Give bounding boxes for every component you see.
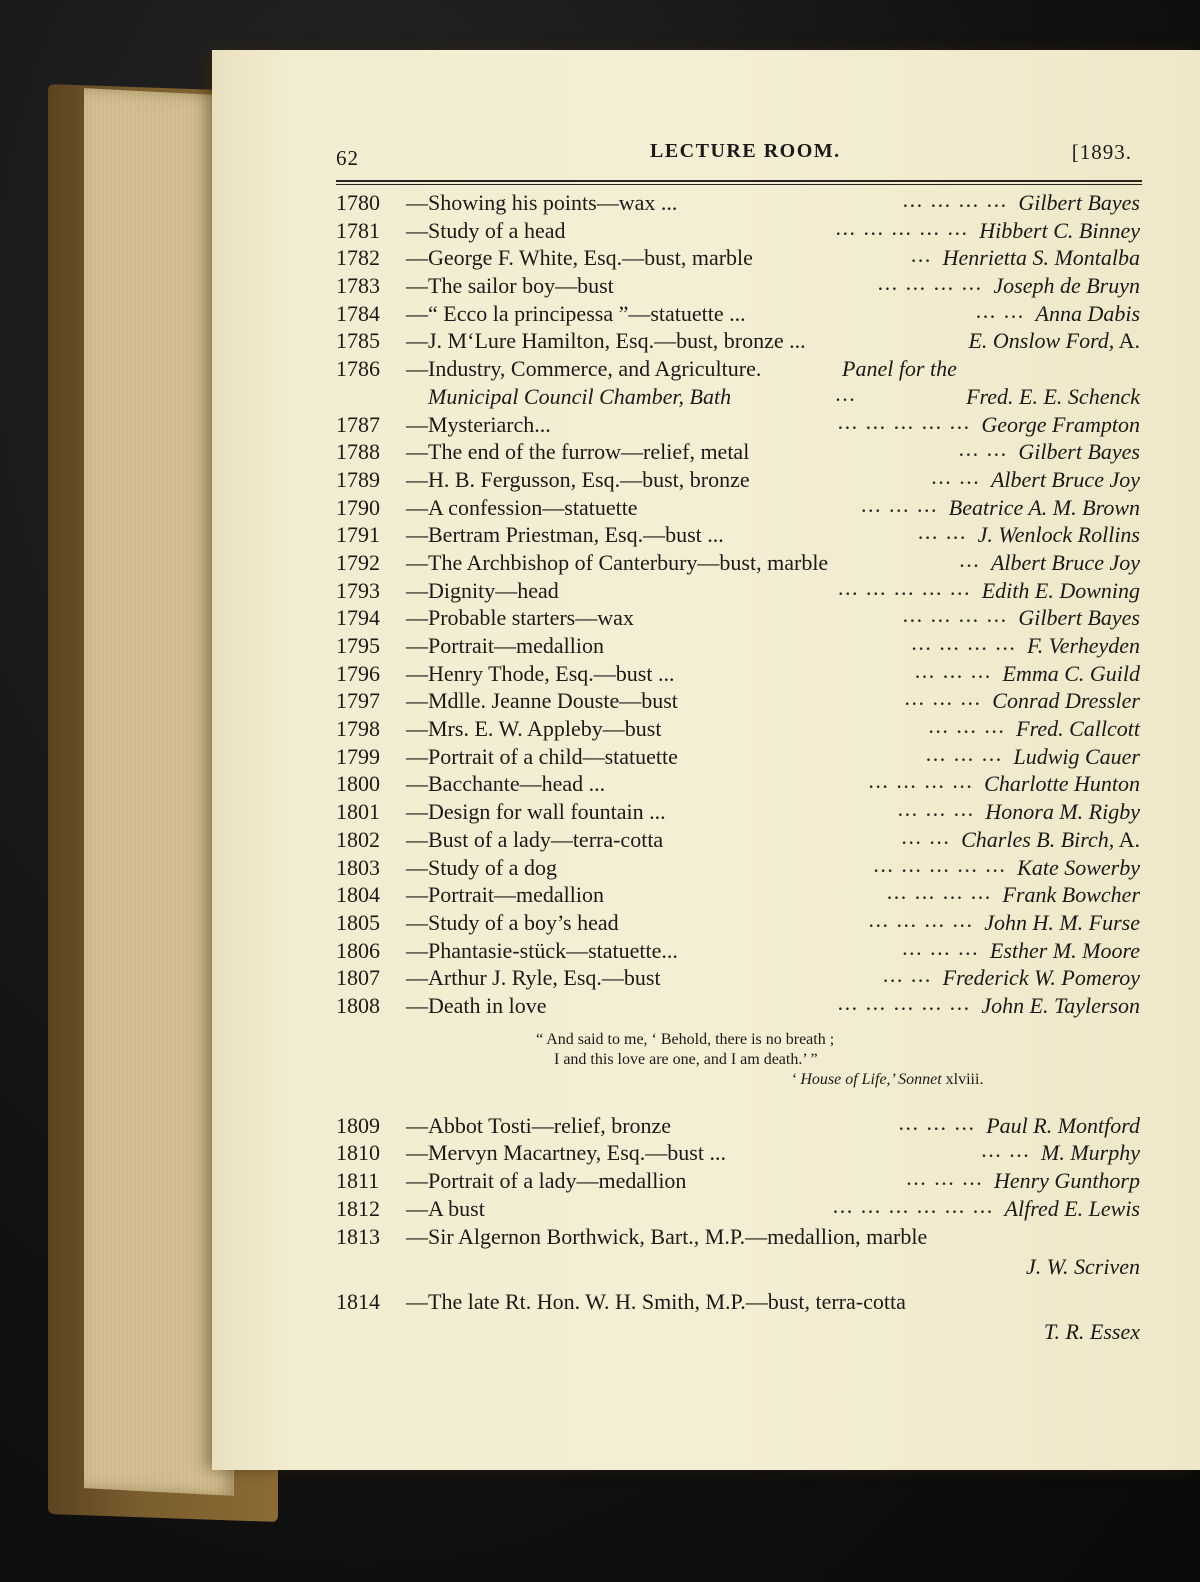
entry-desc-tail: Panel for the — [842, 356, 957, 382]
entry-artist-name: Joseph de Bruyn — [993, 273, 1140, 299]
catalogue-entry — [336, 1139, 1142, 1167]
entry-number: 1788 — [336, 439, 380, 465]
entry-desc: —Portrait of a child—statuette — [406, 743, 678, 769]
catalogue-entry — [336, 604, 1142, 632]
catalogue-entry — [336, 1112, 1142, 1140]
entry-number: 1786 — [336, 356, 380, 382]
catalogue-entry — [336, 881, 1142, 909]
catalogue-entry — [336, 494, 1142, 522]
entry-artist-name: Albert Bruce Joy — [990, 549, 1140, 575]
entry-number: 1807 — [336, 965, 380, 991]
entry-artist — [1018, 604, 1140, 632]
entry-artist-name: Beatrice A. M. Brown — [948, 494, 1140, 520]
entry-artist-suffix: A. — [1114, 826, 1140, 852]
catalogue-entry — [336, 244, 1142, 272]
entry-number: 1789 — [336, 466, 380, 492]
entry-artist-name: Albert Bruce Joy — [990, 466, 1140, 492]
entry-number: 1803 — [336, 854, 380, 880]
leader-dots: ... ... ... ... ... — [874, 858, 1008, 876]
catalogue-entry — [336, 300, 1142, 328]
entry-artist: T. R. Essex — [1043, 1319, 1140, 1345]
entry-number: 1800 — [336, 771, 380, 797]
running-head — [336, 140, 1142, 176]
catalogue-entry — [336, 743, 1142, 771]
entry-desc: —J. M‘Lure Hamilton, Esq.—bust, bronze ... — [406, 328, 806, 354]
entry-desc: —Study of a head — [406, 217, 566, 243]
entry-number: 1801 — [336, 799, 380, 825]
entry-artist — [986, 1112, 1140, 1140]
leader-dots: ... ... — [982, 1144, 1032, 1162]
entry-artist-name: Frank Bowcher — [1002, 882, 1140, 908]
entry-desc: —A confession—statuette — [406, 494, 638, 520]
entry-desc: Municipal Council Chamber, Bath — [428, 383, 732, 409]
entry-number: 1787 — [336, 411, 380, 437]
entry-artist-name: Gilbert Bayes — [1018, 605, 1140, 631]
entry-desc: —Dignity—head — [406, 577, 559, 603]
entry-desc: —Phantasie-stück—statuette... — [406, 937, 678, 963]
entry-desc: —Study of a boy’s head — [406, 909, 619, 935]
page-content — [336, 140, 1142, 1346]
quote-citation-work: ‘ House of Life,’ Sonnet — [791, 1070, 942, 1088]
entry-artist — [991, 466, 1140, 494]
quote-citation-number: xlviii. — [941, 1070, 984, 1088]
entry-artist-name: Henry Gunthorp — [993, 1168, 1140, 1193]
entry-artist-name: F. Verheyden — [1027, 633, 1140, 658]
catalogue-entry — [336, 521, 1142, 549]
entry-artist — [1036, 300, 1141, 328]
leader-dots: ... — [959, 553, 981, 571]
entry-1786-continuation — [336, 383, 1142, 411]
entry-artist-name: John H. M. Furse — [984, 909, 1140, 935]
leader-dots: ... ... ... ... ... ... — [833, 1199, 995, 1217]
entry-artist — [961, 826, 1140, 854]
entry-artist — [1018, 189, 1140, 217]
page-title: LECTURE ROOM. — [650, 140, 841, 162]
entry-number: 1784 — [336, 300, 380, 326]
entry-artist — [1017, 854, 1140, 882]
entry-number: 1782 — [336, 245, 380, 271]
entry-number: 1804 — [336, 882, 380, 908]
entry-artist-name: Edith E. Downing — [981, 577, 1140, 603]
catalogue-entry — [336, 715, 1142, 743]
entry-artist — [981, 992, 1140, 1020]
entry-artist — [982, 577, 1140, 605]
entry-artist — [968, 327, 1140, 355]
entry-artist-name: Anna Dabis — [1035, 300, 1140, 326]
entry-desc: —A bust — [406, 1195, 485, 1221]
leader-dots: ... ... ... ... — [912, 637, 1018, 654]
catalogue-entry — [336, 217, 1142, 245]
catalogue-entry — [336, 577, 1142, 605]
entry-artist-name: Ludwig Cauer — [1013, 743, 1140, 769]
leader-dots: ... ... ... ... — [878, 277, 984, 295]
entry-artist-name: Frederick W. Pomeroy — [942, 965, 1140, 991]
entry-artist-name: Henrietta S. Montalba — [942, 245, 1140, 271]
catalogue-entry — [336, 1195, 1142, 1223]
entry-number: 1797 — [336, 688, 380, 714]
entry-number: 1799 — [336, 743, 380, 769]
entry-number: 1814 — [336, 1289, 380, 1315]
leader-dots: ... ... ... — [926, 747, 1004, 765]
entry-artist — [1003, 660, 1141, 688]
entry-number: 1794 — [336, 605, 380, 631]
entry-number: 1796 — [336, 660, 380, 686]
leader-dots: ... ... — [931, 470, 981, 488]
entry-number: 1785 — [336, 328, 380, 354]
entry-desc: —George F. White, Esq.—bust, marble — [406, 245, 753, 271]
entry-number: 1790 — [336, 494, 380, 520]
entry-desc: —Death in love — [406, 992, 547, 1018]
catalogue-entry — [336, 964, 1142, 992]
entry-desc: —The end of the furrow—relief, metal — [406, 439, 750, 465]
entry-artist-name: George Frampton — [981, 411, 1140, 437]
entry-desc: —Mdlle. Jeanne Douste—bust — [406, 688, 678, 714]
leader-dots: ... ... — [976, 304, 1026, 322]
catalogue-entry — [336, 466, 1142, 494]
catalogue-entry — [336, 937, 1142, 965]
entry-desc: —Abbot Tosti—relief, bronze — [406, 1112, 672, 1138]
entry-artist-name: J. Wenlock Rollins — [977, 522, 1140, 548]
entry-artist-name: Charles B. Birch, — [961, 826, 1115, 852]
entry-desc: —Henry Thode, Esq.—bust ... — [406, 660, 675, 686]
entry-artist-name: Paul R. Montford — [986, 1112, 1140, 1138]
entry-artist — [1003, 881, 1140, 909]
entry-desc: —Bacchante—head ... — [406, 771, 606, 797]
leader-dots: ... ... ... — [902, 941, 980, 959]
catalogue-entry — [336, 660, 1142, 688]
leader-dots: ... ... ... — [861, 498, 939, 516]
entry-number: 1806 — [336, 937, 380, 963]
entry-number: 1811 — [336, 1168, 380, 1193]
leader-dots: ... ... — [918, 526, 968, 544]
entry-artist-name: Fred. Callcott — [1016, 716, 1140, 742]
leader-dots: ... ... — [883, 969, 933, 987]
entry-artist — [1005, 1195, 1140, 1223]
catalogue-entry — [336, 1167, 1142, 1195]
entry-artist-name: E. Onslow Ford, — [968, 328, 1115, 354]
catalogue-entry — [336, 438, 1142, 466]
entry-artist — [990, 937, 1140, 965]
entry-artist — [992, 687, 1140, 715]
entry-desc: —Design for wall fountain ... — [406, 799, 666, 825]
entry-desc: —Portrait—medallion — [406, 882, 604, 908]
entry-artist — [979, 217, 1140, 245]
quote-line-2: I and this love are one, and I am death.’ ” — [554, 1050, 818, 1068]
leader-dots: ... ... ... — [898, 803, 976, 821]
entry-desc: —The sailor boy—bust — [406, 273, 614, 299]
entry-artist: Fred. E. E. Schenck — [966, 383, 1140, 409]
catalogue-entry — [336, 854, 1142, 882]
catalogue-entry — [336, 992, 1142, 1020]
entry-artist — [943, 964, 1140, 992]
entry-artist-name: Kate Sowerby — [1017, 854, 1140, 880]
entry-desc: —“ Ecco la principessa ”—statuette ... — [406, 300, 746, 326]
entry-desc: —Mysteriarch... — [406, 411, 551, 437]
entry-artist-name: Esther M. Moore — [989, 937, 1140, 963]
leader-dots: ... ... ... ... ... — [838, 581, 972, 599]
entry-desc: —Bust of a lady—terra-cotta — [406, 826, 664, 852]
leader-dots: ... ... ... ... ... — [838, 996, 972, 1014]
leader-dots: ... ... ... — [929, 720, 1007, 738]
entry-number: 1808 — [336, 992, 380, 1018]
entry-artist — [1013, 743, 1140, 771]
catalogue-entry — [336, 632, 1142, 660]
catalogue-entry — [336, 272, 1142, 300]
entry-artist-name: Gilbert Bayes — [1018, 190, 1140, 215]
entry-number: 1805 — [336, 909, 380, 935]
entry-artist-name: John E. Taylerson — [981, 992, 1140, 1018]
entry-desc: —Bertram Priestman, Esq.—bust ... — [406, 522, 724, 548]
catalogue-entry — [336, 798, 1142, 826]
epigraph-quote — [336, 1030, 1142, 1090]
entry-number: 1813 — [336, 1224, 380, 1250]
entries-group-b — [336, 411, 1142, 1020]
entry-number: 1780 — [336, 190, 380, 215]
leader-dots: ... ... ... — [915, 664, 993, 682]
quote-citation — [791, 1070, 1142, 1090]
leader-dots: ... ... ... ... — [903, 194, 1009, 211]
entry-artist-name: Gilbert Bayes — [1018, 439, 1140, 465]
entry-number: 1792 — [336, 549, 380, 575]
catalogue-entry — [336, 355, 1142, 383]
entry-artist-suffix: A. — [1114, 328, 1140, 354]
entry-artist-name: M. Murphy — [1041, 1140, 1140, 1166]
catalogue-entry — [336, 327, 1142, 355]
entry-artist — [985, 798, 1140, 826]
entry-desc: —Portrait—medallion — [406, 633, 604, 658]
entry-desc: —Study of a dog — [406, 854, 557, 880]
catalogue-entry — [336, 411, 1142, 439]
entry-artist — [1016, 715, 1140, 743]
entry-1814 — [336, 1287, 1142, 1317]
leader-dots: ... ... — [902, 830, 952, 848]
leader-dots: ... ... ... — [906, 1172, 984, 1189]
quote-line-1: “ And said to me, ‘ Behold, there is no breath ; — [536, 1030, 835, 1048]
entry-artist — [994, 1167, 1140, 1195]
leader-dots: ... ... ... ... ... — [836, 221, 970, 239]
entry-artist — [949, 494, 1140, 522]
entry-desc: —Mrs. E. W. Appleby—bust — [406, 716, 662, 742]
entry-1813 — [336, 1222, 1142, 1252]
catalogue-entry — [336, 189, 1142, 217]
leader-dots: ... ... ... ... — [869, 775, 975, 793]
entry-artist — [993, 272, 1140, 300]
catalogue-entry — [336, 909, 1142, 937]
entry-number: 1798 — [336, 716, 380, 742]
entry-desc: —The Archbishop of Canterbury—bust, marble — [406, 549, 829, 575]
leader-dots: ... ... — [959, 443, 1009, 461]
entry-artist-name: Emma C. Guild — [1002, 660, 1140, 686]
leader-dots: ... — [911, 249, 933, 267]
catalogue-entry — [336, 549, 1142, 577]
leader-dots: ... ... ... ... — [887, 886, 993, 904]
entry-artist — [943, 244, 1140, 272]
entry-artist-name: Conrad Dressler — [992, 688, 1140, 714]
entry-number: 1783 — [336, 273, 380, 299]
leader-dots: ... ... ... — [899, 1116, 977, 1134]
page-number: 62 — [336, 146, 359, 170]
entry-artist-name: Honora M. Rigby — [985, 799, 1140, 825]
entry-artist — [1041, 1139, 1140, 1167]
entry-desc: —Arthur J. Ryle, Esq.—bust — [406, 965, 661, 991]
entries-group-a — [336, 189, 1142, 383]
entry-1814-artist-line — [336, 1317, 1142, 1346]
entry-desc: —Showing his points—wax ... — [406, 190, 678, 215]
entry-desc: —Sir Algernon Borthwick, Bart., M.P.—medallion, marble — [406, 1224, 928, 1250]
entry-number: 1802 — [336, 826, 380, 852]
catalogue-entry — [336, 826, 1142, 854]
entry-number: 1781 — [336, 217, 380, 243]
entry-number: 1795 — [336, 633, 380, 658]
entry-number: 1791 — [336, 522, 380, 548]
header-rule-thick — [336, 180, 1142, 182]
entry-desc: —Probable starters—wax — [406, 605, 634, 631]
leader-dots: ... ... ... ... ... — [838, 415, 972, 433]
entry-artist-name: Hibbert C. Binney — [979, 217, 1140, 243]
entry-number: 1810 — [336, 1140, 380, 1166]
entry-artist — [984, 770, 1140, 798]
entry-artist: J. W. Scriven — [1025, 1254, 1140, 1280]
catalogue-entry — [336, 770, 1142, 798]
catalogue-entry — [336, 687, 1142, 715]
leader-dots: ... ... ... — [905, 692, 983, 710]
entry-desc: —Industry, Commerce, and Agriculture. — [406, 356, 762, 382]
entry-number: 1809 — [336, 1112, 380, 1138]
entry-artist — [991, 549, 1140, 577]
page-year: [1893. — [1071, 140, 1132, 164]
entry-artist — [978, 521, 1140, 549]
entry-artist — [1027, 632, 1140, 660]
entry-artist — [1018, 438, 1140, 466]
header-rule-thin — [336, 184, 1142, 185]
entry-number: 1793 — [336, 577, 380, 603]
entry-desc: —The late Rt. Hon. W. H. Smith, M.P.—bust, terra-cotta — [406, 1289, 906, 1315]
leader-dots: ... ... ... ... — [869, 913, 975, 931]
entry-artist — [981, 411, 1140, 439]
entry-desc: —Mervyn Macartney, Esq.—bust ... — [406, 1140, 726, 1166]
entries-group-c — [336, 1112, 1142, 1223]
entry-artist-name: Charlotte Hunton — [984, 771, 1140, 797]
entry-desc: —Portrait of a lady—medallion — [406, 1168, 687, 1193]
entry-desc: —H. B. Fergusson, Esq.—bust, bronze — [406, 466, 750, 492]
leader-dots: ... — [836, 387, 857, 405]
entry-artist-name: Alfred E. Lewis — [1004, 1195, 1140, 1221]
entry-number: 1812 — [336, 1195, 380, 1221]
entry-artist — [984, 909, 1140, 937]
entry-1813-artist-line — [336, 1252, 1142, 1281]
leader-dots: ... ... ... ... — [903, 609, 1009, 627]
